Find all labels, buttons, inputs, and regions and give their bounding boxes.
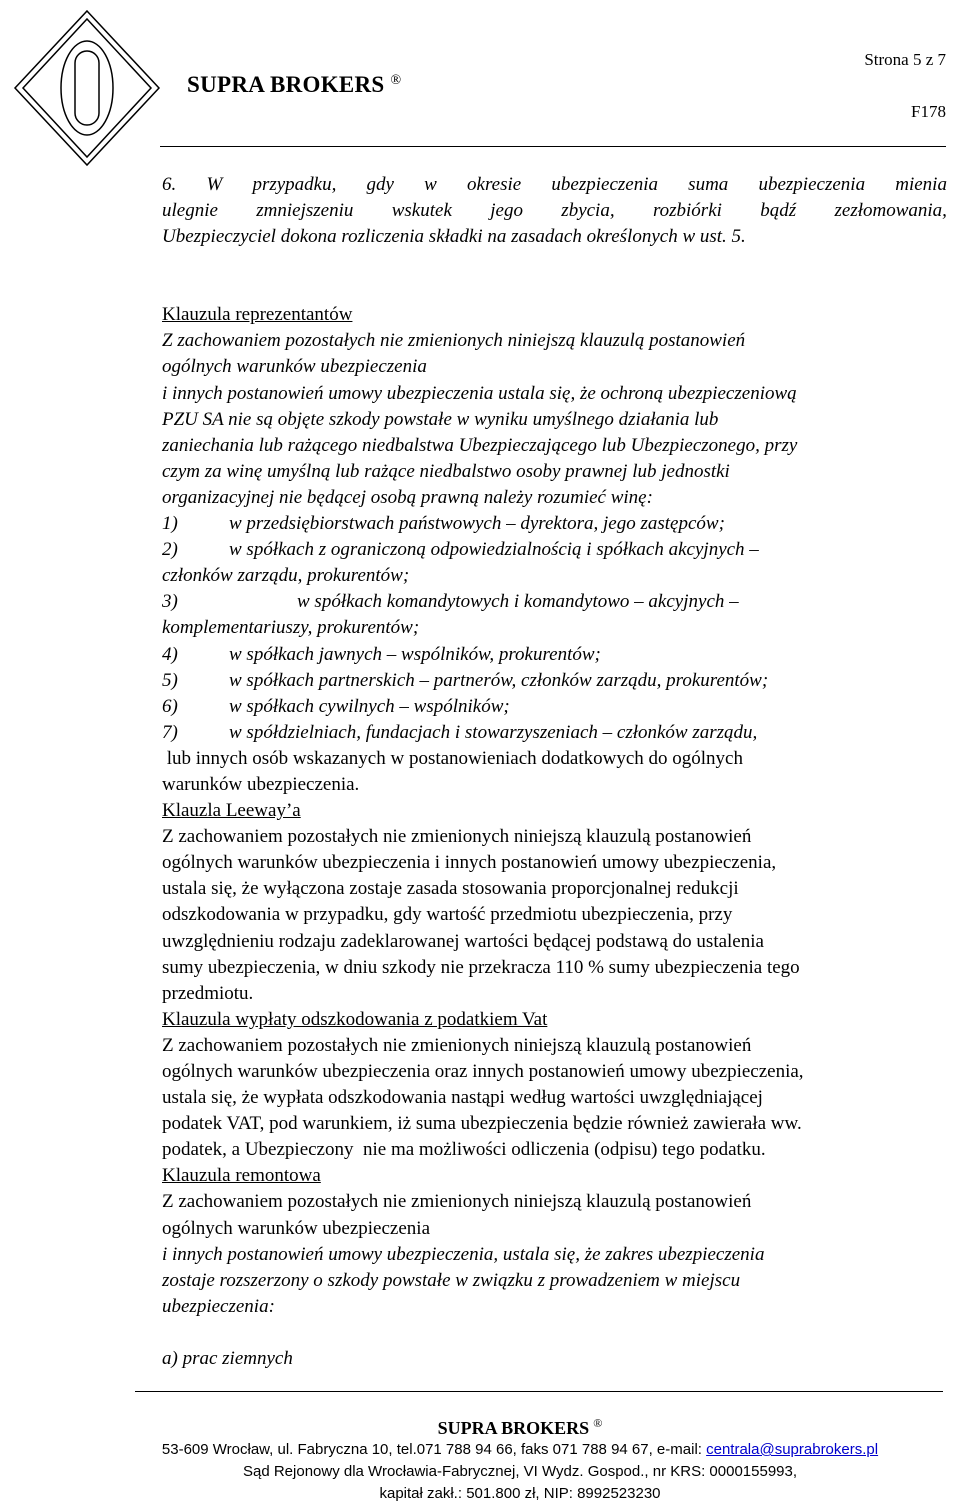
word: przypadku, xyxy=(252,174,337,195)
text-line: przedmiotu. xyxy=(162,982,254,1004)
text-line: ogólnych warunków ubezpieczenia oraz innych postanowień umowy ubezpieczenia, xyxy=(162,1061,804,1082)
document-code: F178 xyxy=(911,102,946,121)
registered-mark: ® xyxy=(390,73,402,88)
text-line: Z zachowaniem pozostałych nie zmienionych niniejszą klauzulą postanowień xyxy=(162,330,746,352)
section-title: Klauzula remontowa xyxy=(162,1165,321,1187)
word: zbycia, xyxy=(561,200,615,222)
list-item xyxy=(162,642,942,668)
section-title: Klauzula reprezentantów xyxy=(162,304,353,326)
footer-brand-name: SUPRA BROKERS xyxy=(437,1418,590,1438)
list-item-text: w spółkach komandytowych i komandytowo – akcyjnych – xyxy=(297,591,739,613)
footer-capital: kapitał zakł.: 501.800 zł, NIP: 8992523230 xyxy=(379,1485,661,1502)
footer-divider xyxy=(135,1391,943,1392)
list-item-number: 3) xyxy=(162,591,178,613)
word: ubezpieczenia xyxy=(551,174,658,195)
text-line: zostaje rozszerzony o szkody powstałe w związku z prowadzeniem w miejscu xyxy=(162,1269,741,1291)
word: w xyxy=(424,174,437,195)
list-item xyxy=(162,720,942,746)
word: ubezpieczenia xyxy=(758,174,866,195)
text-line: i innych postanowień umowy ubezpieczenia, ustala się, że zakres ubezpieczenia xyxy=(162,1243,765,1265)
list-item-text: w spółdzielniach, fundacjach i stowarzyszeniach – członków zarządu, xyxy=(229,721,758,743)
word: gdy xyxy=(366,174,394,195)
text-line: odszkodowania w przypadku, gdy wartość przedmiotu ubezpieczenia, przy xyxy=(162,904,733,926)
text-line: PZU SA nie są objęte szkody powstałe w wyniku umyślnego działania lub xyxy=(162,408,719,430)
list-item xyxy=(162,537,942,563)
closing-line: warunków ubezpieczenia. xyxy=(162,773,360,795)
registered-mark: ® xyxy=(593,1416,603,1430)
footer-address xyxy=(0,1439,960,1461)
section-klauzula-remontowa xyxy=(162,1163,942,1372)
text-line: podatek, a Ubezpieczony nie ma możliwości odliczenia (odpisu) tego podatku. xyxy=(162,1139,766,1161)
list-item-number: 2) xyxy=(162,539,178,561)
text-line: ogólnych warunków ubezpieczenia xyxy=(162,356,427,378)
word: wskutek xyxy=(391,200,452,222)
text-line: ubezpieczenia: xyxy=(162,1295,275,1317)
header-divider xyxy=(160,146,946,147)
document-body xyxy=(162,172,947,1372)
list-item-a: a) prac ziemnych xyxy=(162,1347,293,1369)
word: W xyxy=(206,174,223,195)
list-item-text: w przedsiębiorstwach państwowych – dyrektora, jego zastępców; xyxy=(229,513,725,535)
list-item-number: 4) xyxy=(162,643,178,665)
paragraph-6-line-3: Ubezpieczyciel dokona rozliczenia składki na zasadach określonych w ust. 5. xyxy=(162,226,746,248)
list-item-continuation: komplementariuszy, prokurentów; xyxy=(162,617,420,639)
list-item xyxy=(162,694,942,720)
word: ulegnie xyxy=(162,200,218,222)
list-item-number: 5) xyxy=(162,669,178,691)
list-item-text: w spółkach cywilnych – wspólników; xyxy=(229,695,510,717)
list-item xyxy=(162,511,942,537)
list-item-number: 6) xyxy=(162,695,178,717)
text-line: ogólnych warunków ubezpieczenia xyxy=(162,1217,431,1239)
text-line: ogólnych warunków ubezpieczenia i innych postanowień umowy ubezpieczenia, xyxy=(162,852,777,874)
paragraph-6 xyxy=(162,172,947,250)
brand-name: SUPRA BROKERS xyxy=(187,72,385,97)
section-klauzula-reprezentantow xyxy=(162,302,942,798)
list-item-text: w spółkach partnerskich – partnerów, członków zarządu, prokurentów; xyxy=(229,669,769,691)
list-item-number: 7) xyxy=(162,721,178,743)
word: suma xyxy=(688,174,729,195)
word: okresie xyxy=(467,174,522,195)
text-line: zaniechania lub rażącego niedbalstwa Ubezpieczającego lub Ubezpieczonego, przy xyxy=(162,434,798,456)
section-title: Klauzula wypłaty odszkodowania z podatkiem Vat xyxy=(162,1008,548,1030)
word: 6. xyxy=(162,174,177,195)
text-line: podatek VAT, pod warunkiem, iż suma ubezpieczenia będzie również zawierała ww. xyxy=(162,1113,802,1135)
email-link[interactable]: centrala@suprabrokers.pl xyxy=(706,1441,879,1458)
word: mienia xyxy=(895,174,947,195)
brand-title xyxy=(187,72,401,98)
footer-brand xyxy=(0,1412,960,1439)
footer-court: Sąd Rejonowy dla Wrocławia-Fabrycznej, VI Wydz. Gospod., nr KRS: 0000155993, xyxy=(242,1463,798,1480)
list-item-text: w spółkach jawnych – wspólników, prokurentów; xyxy=(229,643,601,665)
section-title: Klauzla Leeway’a xyxy=(162,800,301,822)
text-line: organizacyjnej nie będącej osobą prawną należy rozumieć winę: xyxy=(162,486,653,508)
paragraph-6-line-2 xyxy=(162,198,947,224)
text-line: Z zachowaniem pozostałych nie zmienionych niniejszą klauzulą postanowień xyxy=(162,1034,752,1056)
list-item-continuation: członków zarządu, prokurentów; xyxy=(162,565,410,587)
section-klauzula-leeway xyxy=(162,798,942,1007)
word: zmniejszeniu xyxy=(256,200,354,222)
text-line: ustala się, że wyłączona zostaje zasada stosowania proporcjonalnej redukcji xyxy=(162,878,739,900)
footer xyxy=(0,1412,960,1505)
list-item xyxy=(162,668,942,694)
text-line: ustala się, że wypłata odszkodowania nastąpi według wartości uwzględniającej xyxy=(162,1087,763,1109)
section-klauzula-vat xyxy=(162,1007,942,1164)
text-line: i innych postanowień umowy ubezpieczenia ustala się, że ochroną ubezpieczeniową xyxy=(162,382,797,404)
word: jego xyxy=(490,200,523,222)
address-text: 53-609 Wrocław, ul. Fabryczna 10, tel.071 788 94 66, faks 071 788 94 67, e-mail: xyxy=(161,1441,707,1458)
supra-brokers-logo xyxy=(12,8,162,168)
word: rozbiórki xyxy=(652,200,722,222)
text-line: Z zachowaniem pozostałych nie zmienionych niniejszą klauzulą postanowień xyxy=(162,826,752,848)
page-number: Strona 5 z 7 xyxy=(864,50,946,69)
word: zezłomowania, xyxy=(834,200,947,222)
list-item xyxy=(162,589,942,615)
word: bądź xyxy=(760,200,797,222)
text-line: Z zachowaniem pozostałych nie zmienionych niniejszą klauzulą postanowień xyxy=(162,1191,752,1213)
list-item-text: w spółkach z ograniczoną odpowiedzialnością i spółkach akcyjnych – xyxy=(229,539,759,561)
list-item-number: 1) xyxy=(162,513,178,535)
paragraph-6-line-1 xyxy=(162,172,947,198)
closing-line: lub innych osób wskazanych w postanowieniach dodatkowych do ogólnych xyxy=(162,747,743,769)
text-line: czym za winę umyślną lub rażące niedbalstwo osoby prawnej lub jednostki xyxy=(162,460,730,482)
text-line: uwzględnieniu rodzaju zadeklarowanej wartości będącej podstawą do ustalenia xyxy=(162,930,764,952)
text-line: sumy ubezpieczenia, w dniu szkody nie przekracza 110 % sumy ubezpieczenia tego xyxy=(162,956,800,978)
